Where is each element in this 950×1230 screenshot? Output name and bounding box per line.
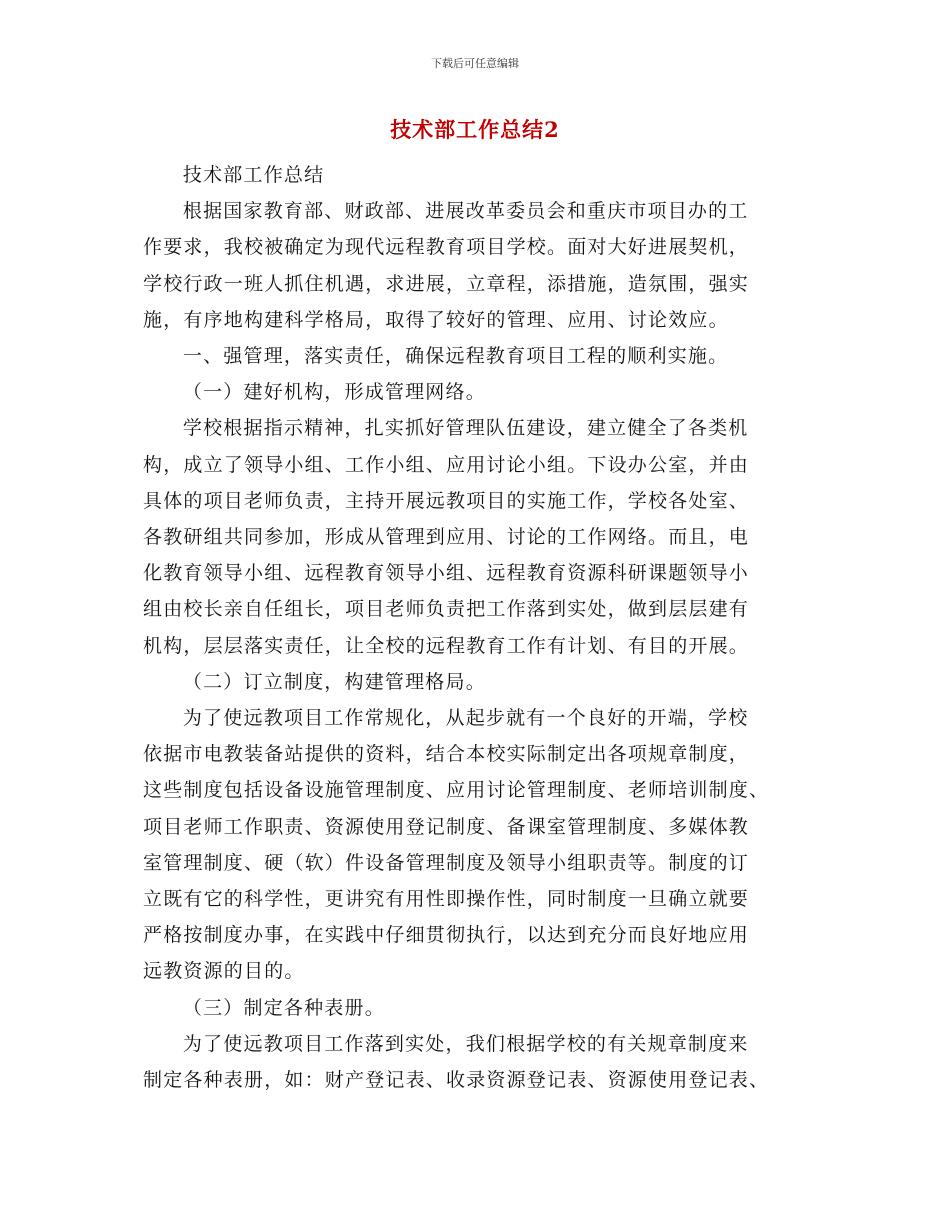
text-line: 项目老师工作职责、资源使用登记制度、备课室管理制度、多媒体教 [143, 815, 750, 838]
document-title: 技术部工作总结2 [390, 117, 560, 142]
text-line: 制定各种表册，如：财产登记表、收录资源登记表、资源使用登记表、 [143, 1069, 770, 1092]
text-line: 作要求，我校被确定为现代远程教育项目学校。面对大好进展契机， [143, 236, 750, 259]
text-line: 学校行政一班人抓住机遇，求进展，立章程，添措施，造氛围，强实 [143, 272, 750, 295]
text-line: 学校根据指示精神，扎实抓好管理队伍建设，建立健全了各类机 [182, 417, 749, 440]
text-line: 远教资源的目的。 [143, 960, 305, 983]
document-body [143, 157, 808, 1098]
text-line: 严格按制度办事，在实践中仔细贯彻执行，以达到充分而良好地应用 [143, 924, 750, 947]
text-line: 室管理制度、硬（软）件设备管理制度及领导小组职责等。制度的订 [143, 851, 750, 874]
text-line: 化教育领导小组、远程教育领导小组、远程教育资源科研课题领导小 [143, 562, 750, 585]
text-line: 构，成立了领导小组、工作小组、应用讨论小组。下设办公室，并由 [143, 453, 750, 476]
text-line: 技术部工作总结 [182, 164, 325, 186]
text-line: 施，有序地构建科学格局，取得了较好的管理、应用、讨论效应。 [143, 308, 729, 331]
text-line: 各教研组共同参加，形成从管理到应用、讨论的工作网络。而且，电 [143, 526, 750, 549]
text-line: 这些制度包括设备设施管理制度、应用讨论管理制度、老师培训制度、 [143, 779, 770, 802]
text-line: 一、强管理，落实责任，确保远程教育项目工程的顺利实施。 [182, 345, 729, 368]
text-line: 立既有它的科学性，更讲究有用性即操作性，同时制度一旦确立就要 [143, 888, 750, 911]
text-line: 机构，层层落实责任，让全校的远程教育工作有计划、有目的开展。 [143, 634, 750, 657]
text-line: 根据国家教育部、财政部、进展改革委员会和重庆市项目办的工 [182, 200, 749, 223]
text-line: （三）制定各种表册。 [182, 996, 385, 1019]
text-line: （二）订立制度，构建管理格局。 [182, 670, 486, 693]
text-line: 组由校长亲自任组长，项目老师负责把工作落到实处，做到层层建有 [143, 598, 750, 621]
text-line: （一）建好机构，形成管理网络。 [182, 381, 486, 404]
text-line: 具体的项目老师负责，主持开展远教项目的实施工作，学校各处室、 [143, 489, 750, 512]
text-line: 依据市电教装备站提供的资料，结合本校实际制定出各项规章制度， [143, 743, 750, 766]
text-line: 为了使远教项目工作落到实处，我们根据学校的有关规章制度来 [182, 1032, 749, 1055]
header-note: 下载后可任意编辑 [431, 57, 519, 70]
text-line: 为了使远教项目工作常规化，从起步就有一个良好的开端，学校 [182, 707, 749, 730]
